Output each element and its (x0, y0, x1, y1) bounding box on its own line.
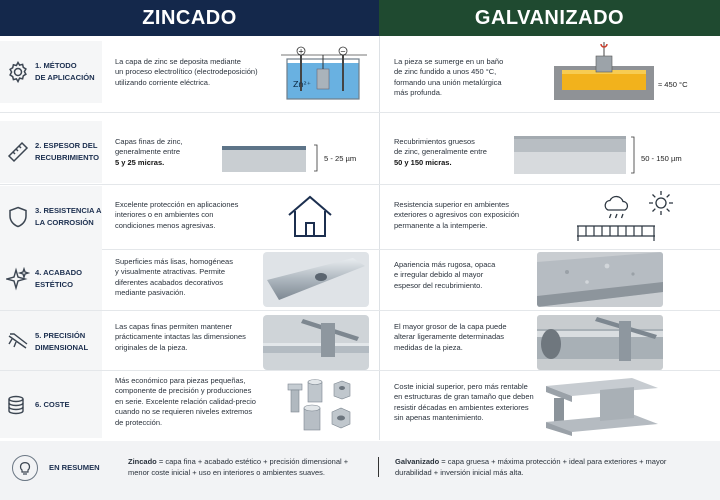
zinc-precision-text: Las capas finas permiten mantener prácticamente intactas las dimensiones originales de la pieza. (115, 322, 246, 352)
thickness-bracket (631, 136, 635, 174)
summary-galvanizado: Galvanizado = capa gruesa + máxima protección + ideal para exteriores + mayor durabilidad + inversión inicial más alta. (395, 457, 667, 478)
galvanizado-header (379, 0, 720, 36)
ruler-icon (3, 137, 33, 167)
zinc-plated-bar-image (263, 252, 369, 307)
caliper-measuring-rod-image (263, 315, 369, 370)
house-icon (285, 193, 335, 239)
zinc-finish-text: Superficies más lisas, homogéneas y visualmente atractivas. Permite diferentes acabados decorativos mediante pasivación. (115, 257, 233, 298)
thickness-bracket (314, 144, 318, 172)
row-coste (0, 372, 720, 438)
row-divider (0, 370, 720, 371)
summary-section (0, 441, 720, 500)
galv-corrosion-text: Resistencia superior en ambientes exteriores o agresivos con exposición permanente a la intemperie. (394, 200, 520, 230)
galvanized-beam-image (544, 376, 660, 436)
galvanizado-title: GALVANIZADO (474, 6, 625, 29)
row-label: 4. ACABADO ESTÉTICO (0, 248, 102, 310)
galv-finish-text: Apariencia más rugosa, opaca e irregular debido al mayor espesor del recubrimiento. (394, 260, 496, 290)
row-label: 5. PRECISIÓN DIMENSIONAL (0, 311, 102, 373)
row-label: 6. COSTE (0, 372, 102, 438)
galvanized-plate-image (537, 252, 663, 307)
galv-cost-text: Coste inicial superior, pero más rentable en estructuras de gran tamaño que deben resistir décadas en ambientes exteriores sin apenas mantenimiento. (394, 382, 534, 423)
sun-icon (648, 190, 674, 216)
zinc-corrosion-text: Excelente protección en aplicaciones interiores o en ambientes con condiciones menos agresivas. (115, 200, 239, 230)
cathode-minus-sign: − (340, 47, 346, 56)
summary-zincado: Zincado = capa fina + acabado estético + precisión dimensional + menor coste inicial + uso en interiores o ambientes suaves. (128, 457, 349, 478)
row-divider (0, 112, 720, 113)
gear-icon (3, 57, 33, 87)
outdoor-railing (576, 222, 656, 242)
zinc-thickness-text: Capas finas de zinc, generalmente entre 5 y 25 micras. (115, 137, 183, 167)
row-espesor (0, 121, 720, 183)
coins-icon (3, 390, 33, 420)
summary-divider (378, 457, 379, 477)
zinc-plated-fasteners-image (282, 378, 370, 434)
summary-title: EN RESUMEN (49, 463, 100, 472)
rain-cloud-icon (600, 194, 636, 222)
galvanized-pipe-caliper-image (537, 315, 663, 370)
zinc-cost-text: Más económico para piezas pequeñas, componente de precisión y producciones en serie. Excelente relación calidad-precio cuando no se requieren niveles extremos de protección. (115, 376, 256, 427)
sparkle-icon (3, 264, 33, 294)
galv-method-text: La pieza se sumerge en un baño de zinc fundido a unos 450 °C, formando una unión metalúrgica más profunda. (394, 57, 504, 98)
lightbulb-icon (12, 455, 38, 481)
anode-plus-sign: + (298, 47, 304, 56)
row-metodo (0, 41, 720, 103)
thin-coating-sample (222, 146, 306, 172)
caliper-icon (3, 327, 33, 357)
row-label: 3. RESISTENCIA A LA CORROSIÓN (0, 186, 102, 248)
zinc-method-text: La capa de zinc se deposita mediante un proceso electrolítico (electrodeposición) utilizando corriente eléctrica. (115, 57, 258, 87)
zincado-title: ZINCADO (142, 6, 237, 29)
zincado-header (0, 0, 379, 36)
shield-icon (3, 202, 33, 232)
zinc-ion-label: Zn²⁺ (293, 80, 311, 89)
row-label: 1. MÉTODO DE APLICACIÓN (0, 41, 102, 103)
temperature-label: ≈ 450 °C (658, 80, 688, 89)
galv-thickness-label: 50 - 150 µm (641, 154, 682, 163)
row-label: 2. ESPESOR DEL RECUBRIMIENTO (0, 121, 102, 183)
row-corrosion (0, 186, 720, 248)
galv-precision-text: El mayor grosor de la capa puede alterar ligeramente determinadas medidas de la pieza. (394, 322, 507, 352)
thick-coating-sample (514, 136, 626, 174)
row-divider (0, 184, 720, 185)
galv-thickness-text: Recubrimientos gruesos de zinc, generalmente entre 50 y 150 micras. (394, 137, 487, 167)
row-acabado (0, 248, 720, 310)
zinc-thickness-label: 5 - 25 µm (324, 154, 357, 163)
hot-dip-bath (548, 42, 656, 102)
electroplating-tank (281, 45, 367, 101)
row-precision (0, 311, 720, 373)
